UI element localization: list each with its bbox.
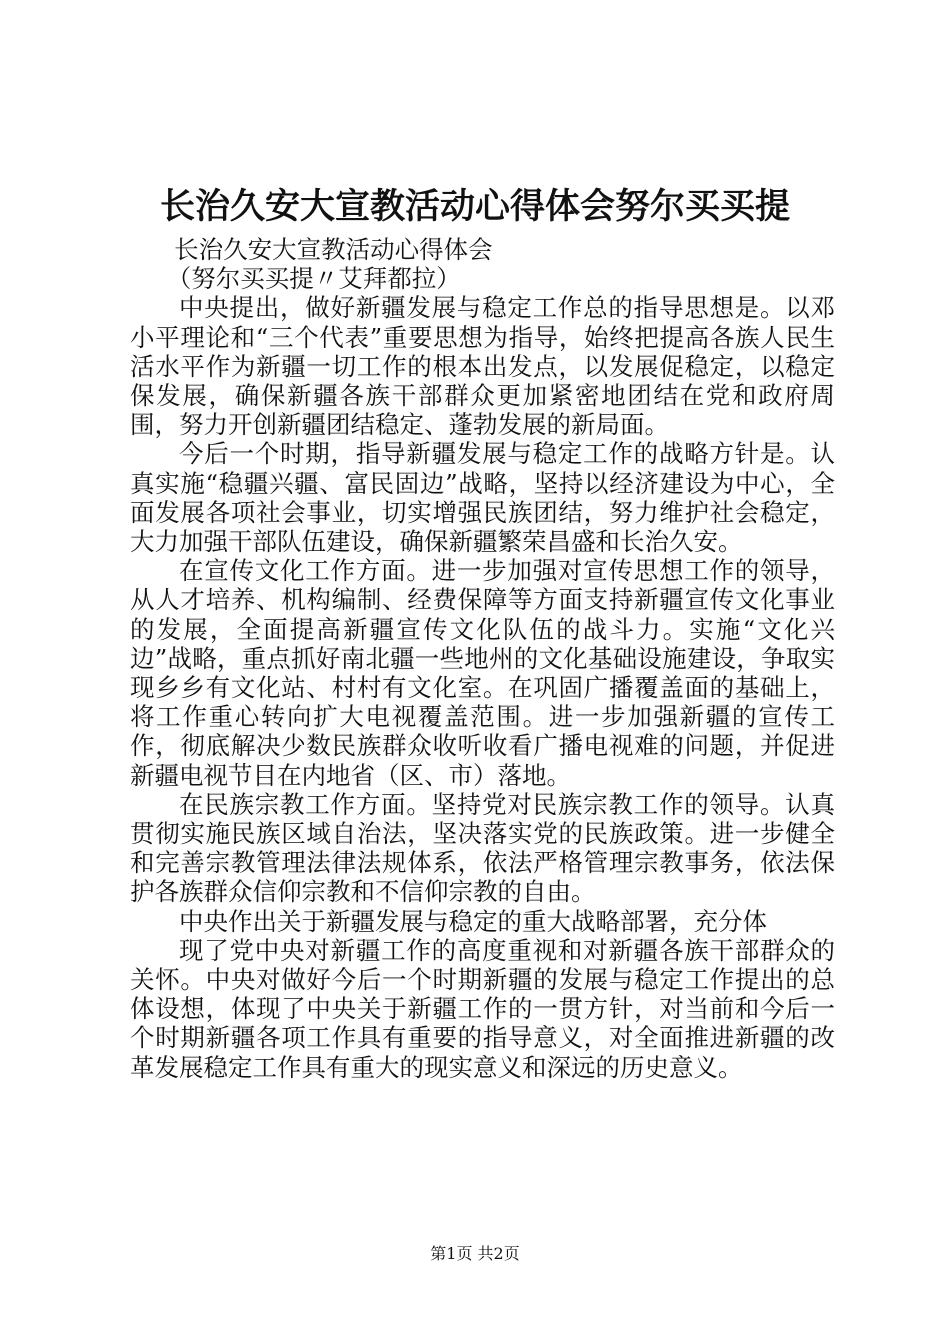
page-number: 第1页 共2页 [430,1244,520,1263]
paragraph-central-deployment: 中央作出关于新疆发展与稳定的重大战略部署，充分体 [179,906,767,936]
paragraph-strategic-policy: 今后一个时期，指导新疆发展与稳定工作的战略方针是。认真实施“稳疆兴疆、富民固边”战略，坚持以经济建设为中心，全面发展各项社会事业，切实增强民族团结，努力维护社会稳定，大力加强干部队伍建设，确保新疆繁荣昌盛和长治久安。 [130,439,835,557]
document-subtitle: 长治久安大宣教活动心得体会 [174,235,493,264]
document-title: 长治久安大宣教活动心得体会努尔买买提 [159,186,790,227]
paragraph-ethnic-religion: 在民族宗教工作方面。坚持党对民族宗教工作的领导。认真贯彻实施民族区域自治法，坚决落实党的民族政策。进一步健全和完善宗教管理法律法规体系，依法严格管理宗教事务，依法保护各族群众信仰宗教和不信仰宗教的自由。 [130,789,835,907]
paragraph-propaganda-culture: 在宣传文化工作方面。进一步加强对宣传思想工作的领导，从人才培养、机构编制、经费保障等方面支持新疆宣传文化事业的发展，全面提高新疆宣传文化队伍的战斗力。实施“文化兴边”战略，重点抓好南北疆一些地州的文化基础设施建设，争取实现乡乡有文化站、村村有文化室。在巩固广播覆盖面的基础上，将工作重心转向扩大电视覆盖范围。进一步加强新疆的宣传工作，彻底解决少数民族群众收听收看广播电视难的问题，并促进新疆电视节目在内地省（区、市）落地。 [130,556,835,790]
paragraph-central-care: 现了党中央对新疆工作的高度重视和对新疆各族干部群众的关怀。中央对做好今后一个时期新疆的发展与稳定工作提出的总体设想，体现了中央关于新疆工作的一贯方针，对当前和今后一个时期新疆各项工作具有重要的指导意义，对全面推进新疆的改革发展稳定工作具有重大的现实意义和深远的历史意义。 [130,935,835,1082]
document-author: （努尔买买提〃艾拜都拉） [166,264,461,294]
document-body [130,235,835,1082]
paragraph-guiding-ideology: 中央提出，做好新疆发展与稳定工作总的指导思想是。以邓小平理论和“三个代表”重要思想为指导，始终把提高各族人民生活水平作为新疆一切工作的根本出发点，以发展促稳定，以稳定保发展，确保新疆各族干部群众更加紧密地团结在党和政府周围，努力开创新疆团结稳定、蓬勃发展的新局面。 [130,293,835,440]
